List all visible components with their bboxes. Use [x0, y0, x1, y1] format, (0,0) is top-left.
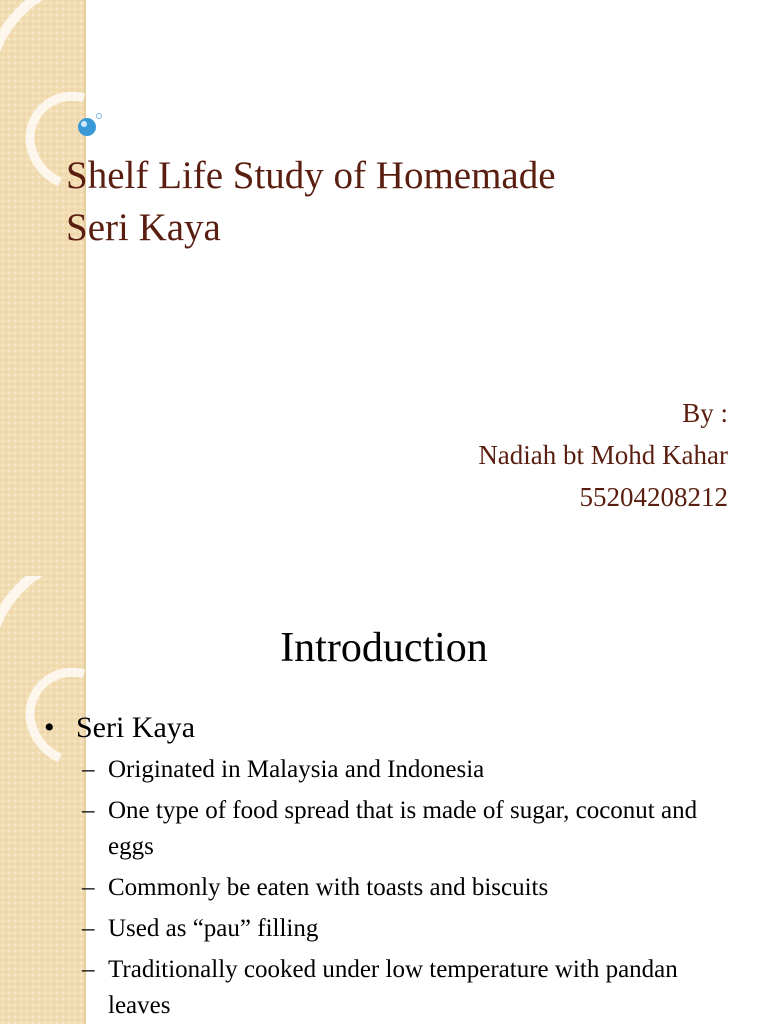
dash-icon: – [82, 956, 95, 983]
author-name: Nadiah bt Mohd Kahar [478, 440, 728, 470]
introduction-heading: Introduction [280, 625, 488, 671]
small-ring-icon [97, 114, 102, 119]
dash-icon: – [82, 874, 95, 901]
bead-highlight-icon [81, 121, 87, 127]
deco-arc-top [0, 0, 84, 70]
bullet-list [44, 708, 744, 1024]
sub-bullet-item [44, 752, 744, 788]
sub-bullet-item [44, 793, 744, 865]
sub-bullet-text: Used as “pau” filling [108, 915, 319, 942]
sub-bullet-item [44, 952, 744, 1024]
sub-bullet-item [44, 911, 744, 947]
student-id: 55204208212 [579, 482, 728, 512]
by-label: By : [682, 398, 728, 428]
title-line-2: Seri Kaya [66, 206, 221, 249]
slide-introduction [0, 576, 768, 1024]
sub-bullet-list [44, 752, 744, 1024]
bullet-item [44, 708, 744, 1024]
sub-bullet-item [44, 870, 744, 906]
bullet-text: Seri Kaya [76, 711, 196, 744]
slide-title-text [66, 150, 706, 254]
title-line-1: Shelf Life Study of Homemade [66, 154, 556, 197]
bullet-dot-icon: • [44, 711, 55, 744]
blue-bead-icon [78, 118, 96, 136]
dash-icon: – [82, 797, 95, 824]
dash-icon: – [82, 915, 95, 942]
sub-bullet-text: Commonly be eaten with toasts and biscuits [108, 874, 549, 901]
sub-bullet-text: Originated in Malaysia and Indonesia [108, 756, 485, 783]
sub-bullet-text: Traditionally cooked under low temperature with pandan leaves [108, 956, 678, 1019]
author-block [478, 392, 728, 518]
sub-bullet-text: One type of food spread that is made of sugar, coconut and eggs [108, 797, 698, 860]
dash-icon: – [82, 756, 95, 783]
